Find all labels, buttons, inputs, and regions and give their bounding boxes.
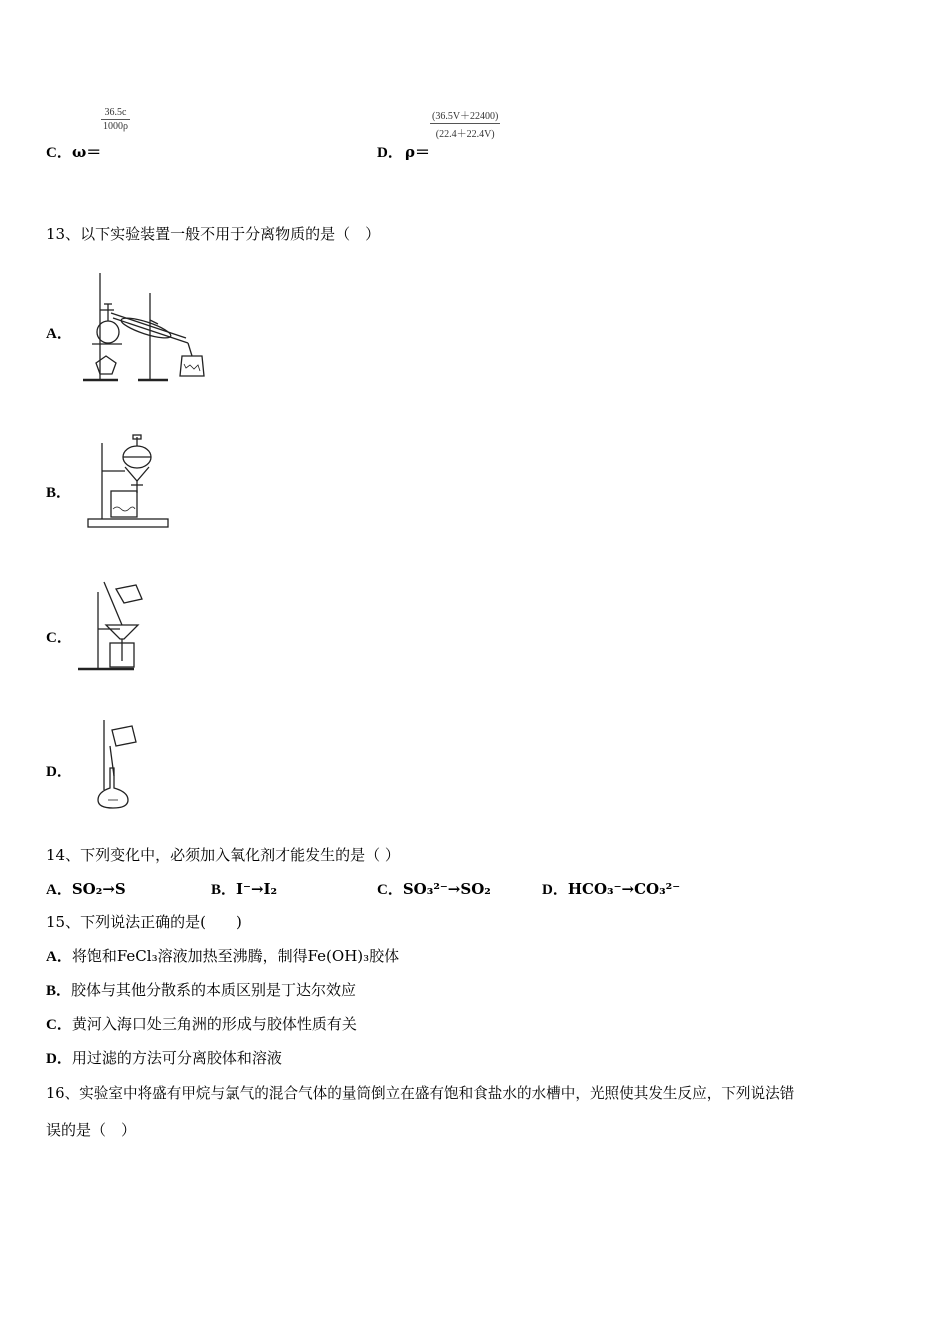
q14-option-d-text: HCO₃⁻→CO₃²⁻ — [567, 880, 681, 898]
distillation-apparatus-figure — [78, 268, 213, 386]
q14-stem: 14、下列变化中，必须加入氧化剂才能发生的是（ ） — [46, 846, 400, 864]
q13-stem: 13、以下实验装置一般不用于分离物质的是（ ） — [46, 225, 381, 243]
q14-option-d — [542, 878, 680, 899]
q12-option-c-denominator: 1000ρ — [103, 121, 128, 132]
q15-option-c — [46, 1013, 357, 1034]
q16-stem-line2: 误的是（ ） — [46, 1121, 137, 1139]
separatory-funnel-apparatus-figure — [85, 433, 175, 533]
q15-option-d-text: 用过滤的方法可分离胶体和溶液 — [71, 1049, 282, 1067]
q14-option-d-label: D． — [542, 882, 568, 898]
q12-option-d-fraction — [430, 107, 500, 140]
q16-stem-line1: 16、实验室中将盛有甲烷与氯气的混合气体的量筒倒立在盛有饱和食盐水的水槽中，光照使其发生反应，下列说法错 — [46, 1085, 795, 1102]
q14-option-a — [46, 878, 126, 899]
q12-option-d-expr: ρ＝ — [405, 143, 430, 161]
q12-option-d-label: D． — [377, 145, 403, 161]
q15-option-a-text: 将饱和FeCl₃溶液加热至沸腾，制得Fe(OH)₃胶体 — [71, 947, 400, 965]
q13-option-b-label: B． — [46, 485, 72, 501]
q12-option-c-label: C． — [46, 145, 72, 161]
volumetric-flask-transfer-figure — [86, 716, 140, 812]
q14-option-a-text: SO₂→S — [71, 880, 126, 898]
q14-option-c — [377, 878, 491, 899]
q12-option-d-numerator: (36.5V＋22400) — [432, 111, 499, 122]
q15-option-c-text: 黄河入海口处三角洲的形成与胶体性质有关 — [71, 1015, 357, 1033]
q15-option-b — [46, 979, 356, 1000]
q14-option-c-label: C． — [377, 882, 403, 898]
q15-option-a — [46, 945, 399, 966]
q13-option-c-label: C． — [46, 630, 72, 646]
q12-option-c-numerator: 36.5c — [104, 107, 127, 118]
q12-option-d-denominator: (22.4＋22.4V) — [435, 129, 495, 140]
q15-stem: 15、下列说法正确的是( ) — [46, 913, 242, 931]
q15-option-d — [46, 1047, 282, 1068]
q14-option-b — [211, 878, 277, 899]
q12-option-c-fraction — [101, 107, 130, 132]
q15-option-d-label: D． — [46, 1051, 72, 1067]
q14-option-b-text: I⁻→I₂ — [236, 880, 278, 898]
q14-option-c-text: SO₃²⁻→SO₂ — [402, 880, 491, 898]
q15-option-a-label: A． — [46, 949, 72, 965]
q13-option-a-label: A． — [46, 326, 72, 342]
q14-option-b-label: B． — [211, 882, 237, 898]
filtration-apparatus-figure — [76, 577, 148, 675]
q13-option-d-label: D． — [46, 764, 72, 780]
q15-option-c-label: C． — [46, 1017, 72, 1033]
q12-option-c-expr: ω＝ — [72, 143, 102, 161]
q15-option-b-label: B． — [46, 983, 72, 999]
q15-option-b-text: 胶体与其他分散系的本质区别是丁达尔效应 — [71, 981, 357, 999]
q14-option-a-label: A． — [46, 882, 72, 898]
